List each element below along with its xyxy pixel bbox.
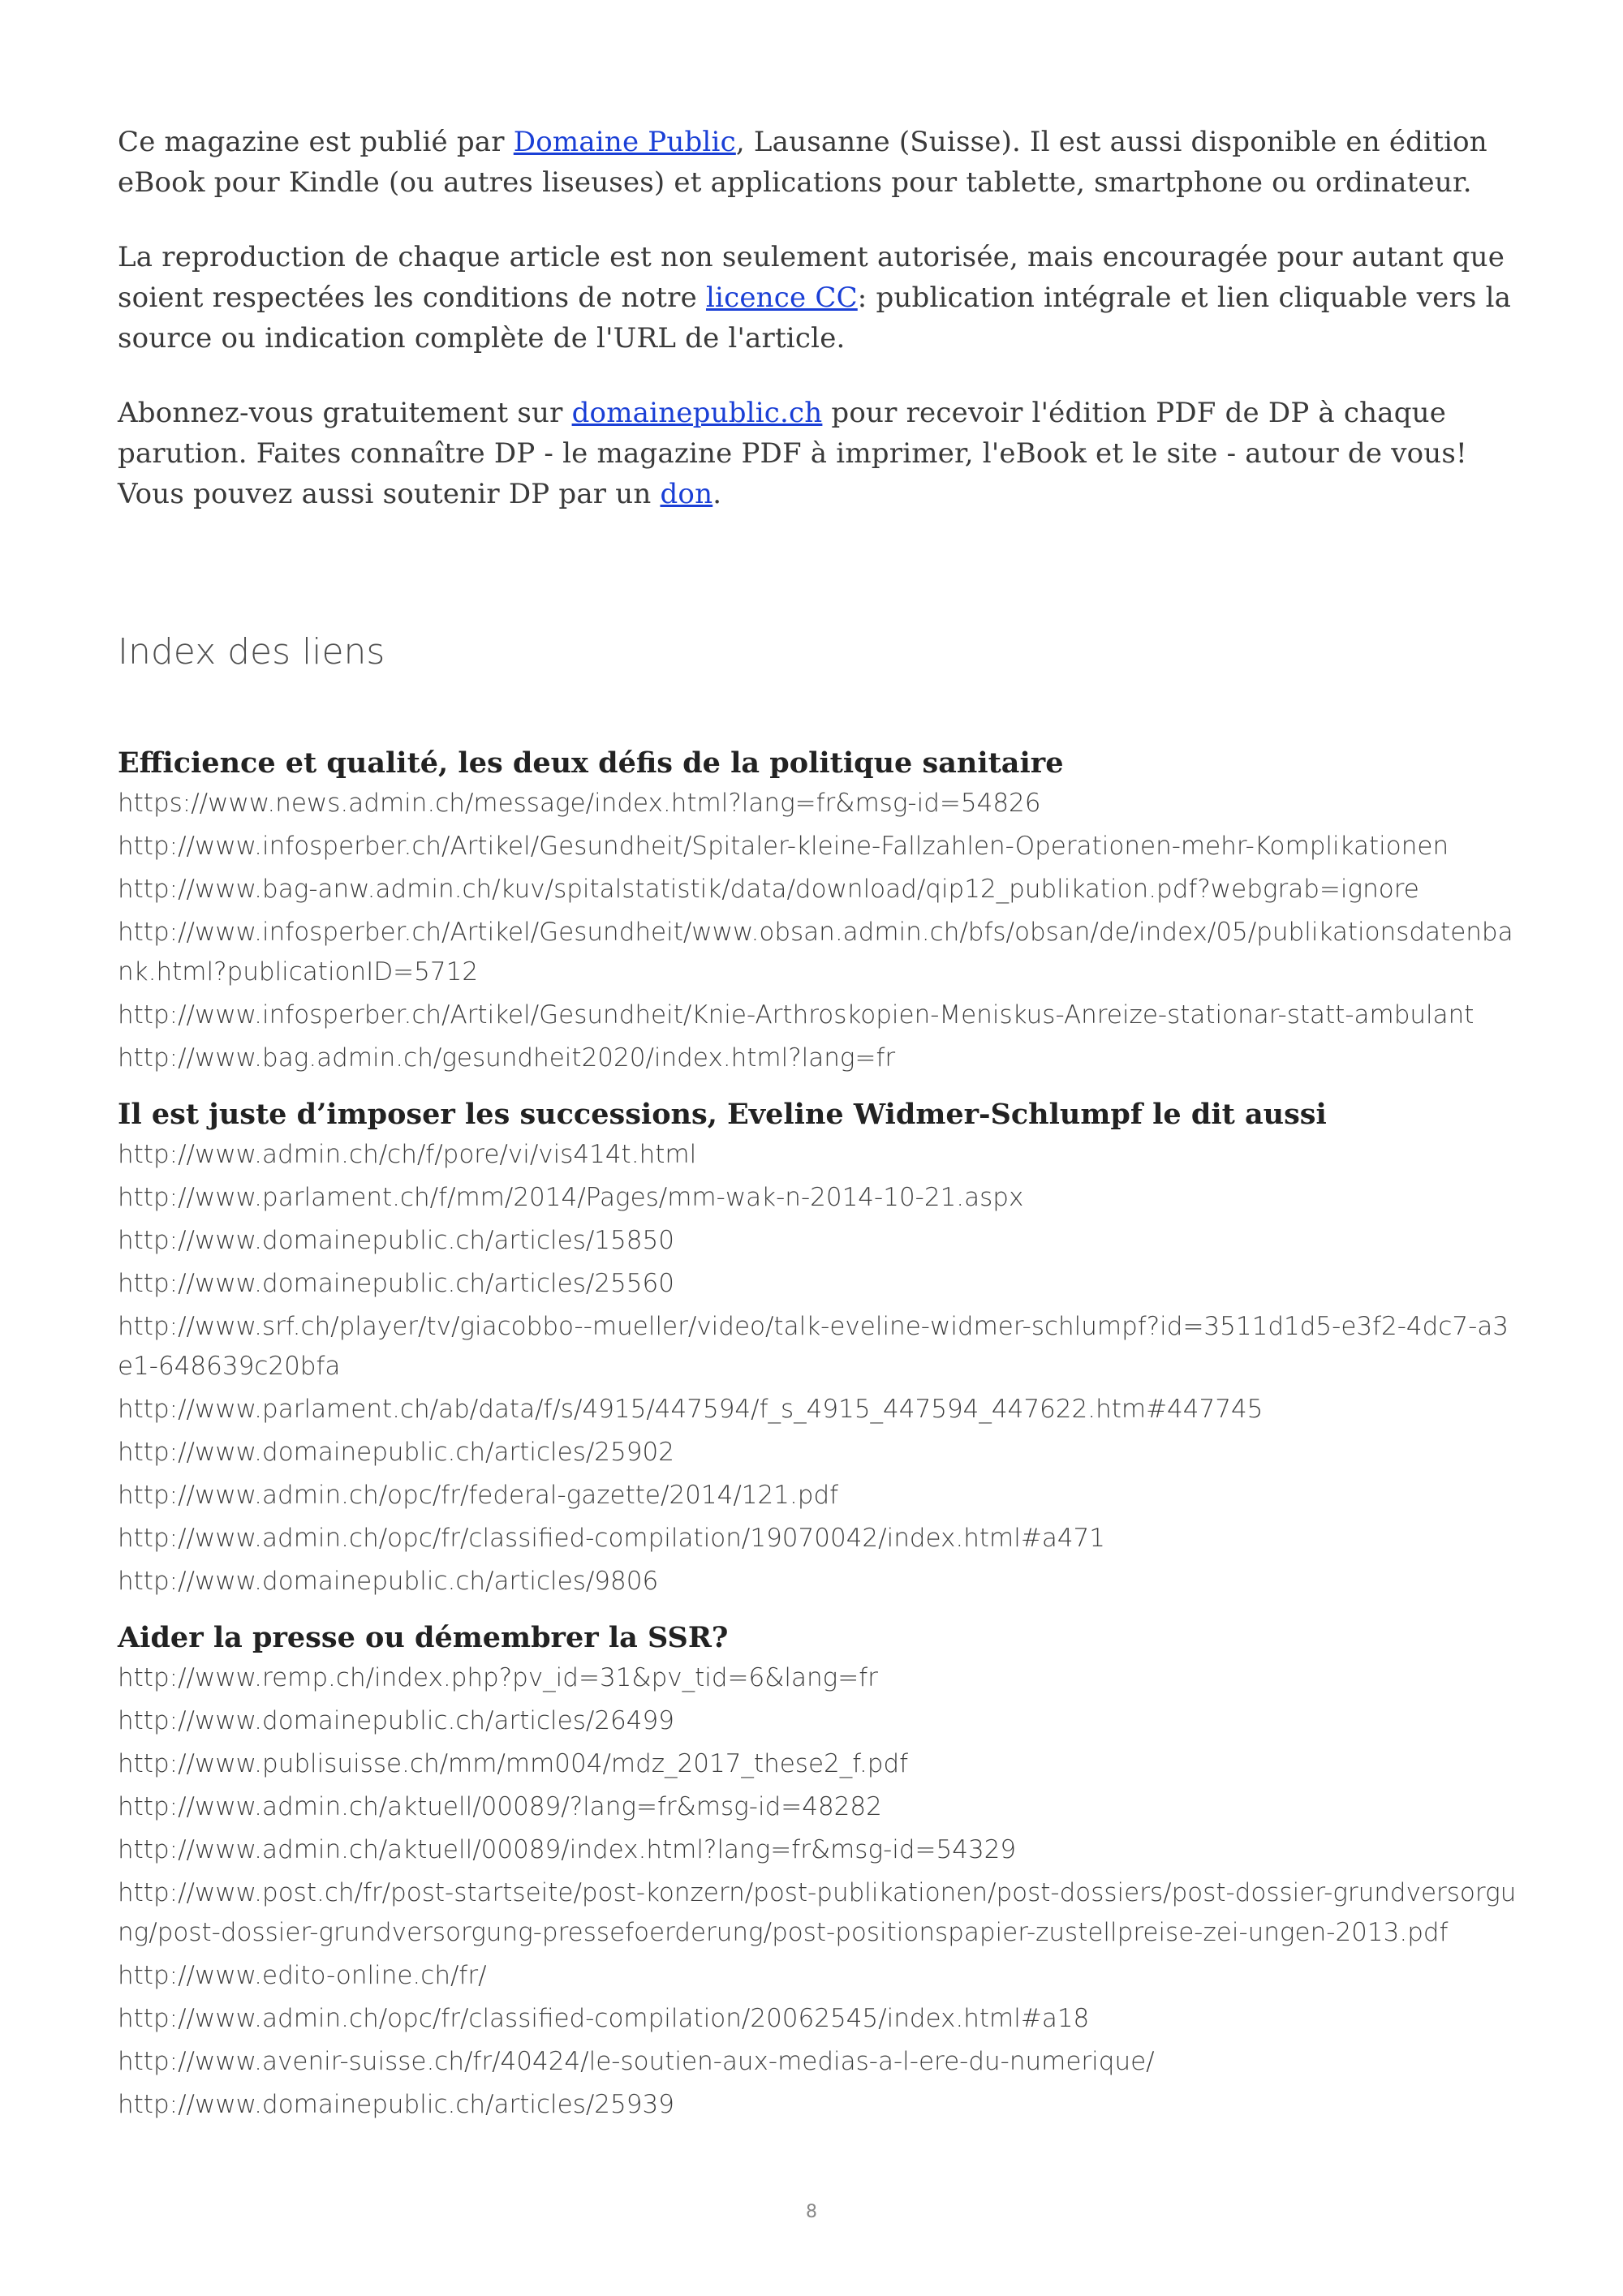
- link-list: [118, 784, 1513, 1078]
- url-item: http://www.parlament.ch/f/mm/2014/Pages/mm-wak-n-2014-10-21.aspx: [118, 1183, 1024, 1212]
- url-item: http://www.domainepublic.ch/articles/15850: [118, 1226, 674, 1255]
- article-title: Il est juste d’imposer les successions, Eveline Widmer-Schlumpf le dit aussi: [118, 1098, 1327, 1131]
- url-item: http://www.admin.ch/ch/f/pore/vi/vis414t.html: [118, 1140, 697, 1169]
- intro-paragraph-subscribe: [118, 393, 1513, 514]
- intro-text: pour recevoir l'édition PDF de DP à chaque parution. Faites connaître DP - le magazine PDF à imprimer, l'eBook et le site - autour de vous! Vous pouvez aussi soutenir DP par un: [118, 397, 1467, 510]
- intro-paragraph-license: [118, 237, 1513, 359]
- url-item: http://www.infosperber.ch/Artikel/Gesundheit/Spitaler-kleine-Fallzahlen-Operationen-mehr-Komplikationen: [118, 832, 1449, 861]
- url-item: http://www.parlament.ch/ab/data/f/s/4915/447594/f_s_4915_447594_447622.htm#447745: [118, 1395, 1264, 1424]
- donation-link[interactable]: don: [660, 478, 713, 510]
- index-heading: Index des liens: [118, 631, 385, 673]
- licence-cc-link[interactable]: licence CC: [705, 282, 858, 314]
- url-item: http://www.post.ch/fr/post-startseite/post-konzern/post-publikationen/post-dossiers/post-dossier-grundversorgung/post-dossier-grundversorgung-pressefoerderung/post-positionspapier-zustellpreise-zei-ungen-2013.pdf: [118, 1878, 1517, 1947]
- intro-text: : publication intégrale et lien cliquable vers la source ou indication complète de l'URL de l'article.: [118, 282, 1512, 355]
- intro-text: La reproduction de chaque article est non seulement autorisée, mais encouragée pour autant que soient respectées les conditions de notre: [118, 241, 1505, 314]
- url-item: http://www.bag.admin.ch/gesundheit2020/index.html?lang=fr: [118, 1043, 896, 1073]
- link-index: [118, 743, 1517, 2125]
- article-title: Efficience et qualité, les deux défis de la politique sanitaire: [118, 746, 1064, 780]
- intro-text: Ce magazine est publié par: [118, 126, 514, 158]
- url-item: http://www.domainepublic.ch/articles/25902: [118, 1438, 674, 1467]
- url-item: http://www.admin.ch/aktuell/00089/index.html?lang=fr&msg-id=54329: [118, 1835, 1017, 1864]
- page-number: 8: [806, 2202, 817, 2222]
- url-item: http://www.domainepublic.ch/articles/26499: [118, 1706, 674, 1735]
- url-item: http://www.domainepublic.ch/articles/9806: [118, 1567, 659, 1596]
- document-page: [118, 122, 1517, 2141]
- url-item: http://www.avenir-suisse.ch/fr/40424/le-soutien-aux-medias-a-l-ere-du-numerique/: [118, 2047, 1155, 2076]
- url-item: http://www.domainepublic.ch/articles/25939: [118, 2090, 674, 2119]
- url-item: https://www.news.admin.ch/message/index.html?lang=fr&msg-id=54826: [118, 789, 1041, 818]
- link-list: [118, 1135, 1513, 1602]
- url-item: http://www.admin.ch/aktuell/00089/?lang=fr&msg-id=48282: [118, 1792, 882, 1821]
- url-item: http://www.admin.ch/opc/fr/classified-compilation/19070042/index.html#a471: [118, 1524, 1106, 1553]
- domainepublic-link[interactable]: domainepublic.ch: [571, 397, 823, 429]
- url-item: http://www.domainepublic.ch/articles/25560: [118, 1269, 674, 1298]
- intro-text: Abonnez-vous gratuitement sur: [118, 397, 572, 429]
- url-item: http://www.bag-anw.admin.ch/kuv/spitalstatistik/data/download/qip12_publikation.pdf?webgrab=ignore: [118, 875, 1419, 904]
- link-list: [118, 1658, 1517, 2125]
- domaine-public-link[interactable]: Domaine Public: [513, 126, 736, 158]
- url-item: http://www.srf.ch/player/tv/giacobbo--mueller/video/talk-eveline-widmer-schlumpf?id=3511d1d5-e3f2-4dc7-a3e1-648639c20bfa: [118, 1312, 1509, 1381]
- url-item: http://www.infosperber.ch/Artikel/Gesundheit/www.obsan.admin.ch/bfs/obsan/de/index/05/publikationsdatenbank.html?publicationID=5712: [118, 918, 1513, 987]
- url-item: http://www.admin.ch/opc/fr/federal-gazette/2014/121.pdf: [118, 1481, 839, 1510]
- article-title: Aider la presse ou démembrer la SSR?: [118, 1621, 729, 1654]
- url-item: http://www.admin.ch/opc/fr/classified-compilation/20062545/index.html#a18: [118, 2004, 1090, 2033]
- url-item: http://www.infosperber.ch/Artikel/Gesundheit/Knie-Arthroskopien-Meniskus-Anreize-stationar-statt-ambulant: [118, 1000, 1474, 1030]
- url-item: http://www.edito-online.ch/fr/: [118, 1961, 487, 1990]
- url-item: http://www.remp.ch/index.php?pv_id=31&pv_tid=6&lang=fr: [118, 1663, 878, 1692]
- intro-paragraph-publisher: [118, 122, 1513, 203]
- url-item: http://www.publisuisse.ch/mm/mm004/mdz_2017_these2_f.pdf: [118, 1749, 909, 1778]
- intro-text: .: [712, 478, 722, 510]
- intro-text: , Lausanne (Suisse). Il est aussi disponible en édition eBook pour Kindle (ou autres liseuses) et applications pour tablette, smartphone ou ordinateur.: [118, 126, 1487, 199]
